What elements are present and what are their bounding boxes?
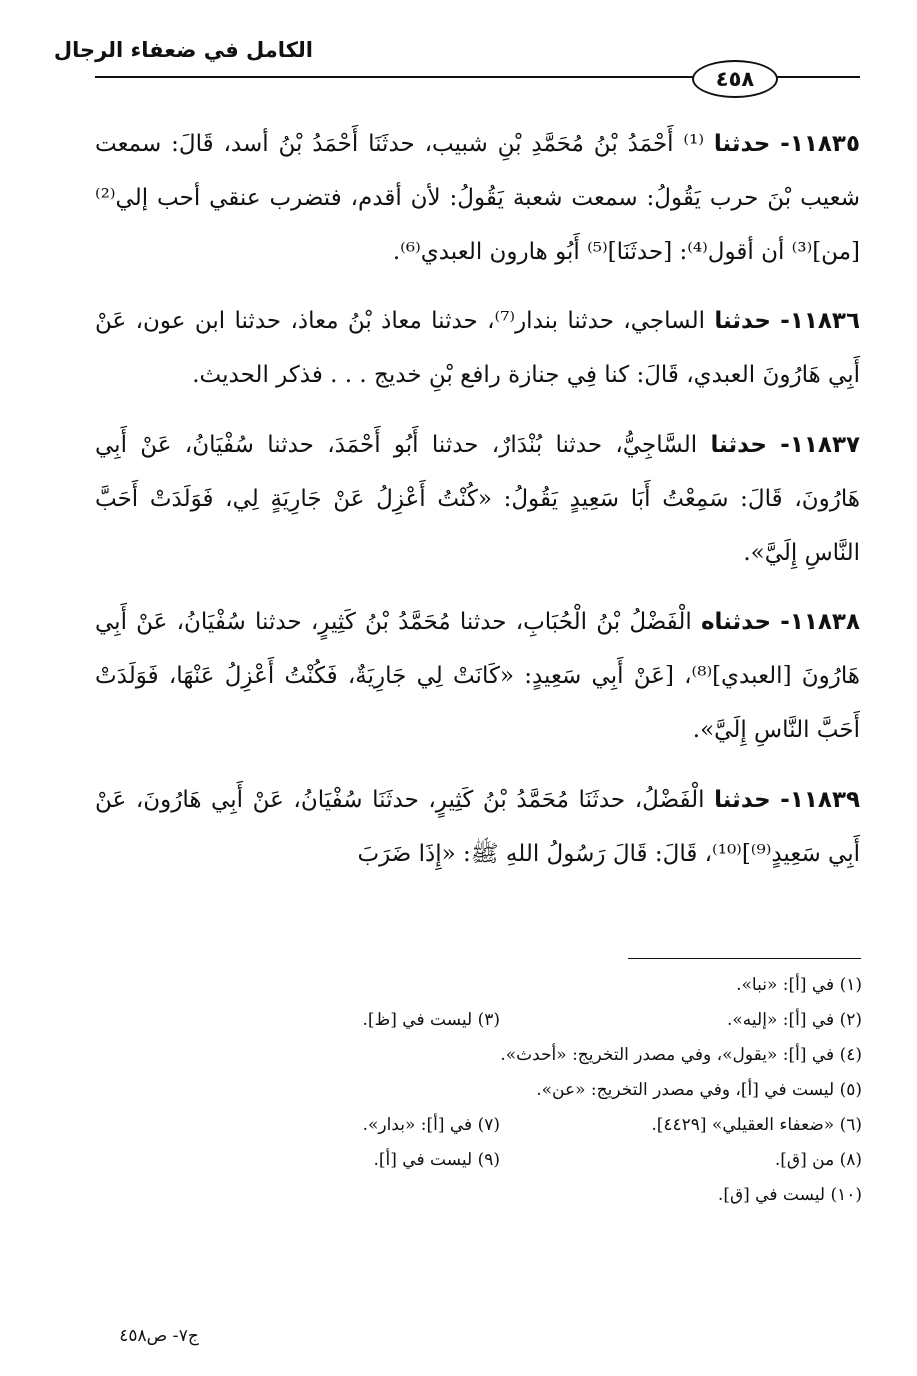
footnote: (٤) في [أ]: «يقول»، وفي مصدر التخريج: «أحدث». [500, 1045, 862, 1065]
hadith-lead-word: حدثنا [714, 786, 771, 813]
footnote: (٢) في [أ]: «إليه». [727, 1010, 862, 1030]
hadith-number: ١١٨٣٧- [780, 431, 861, 458]
footnote: (٩) ليست في [أ]. [373, 1150, 500, 1170]
footnote [180, 1178, 500, 1213]
hadith-text: الْفَضْلُ بْنُ الْحُبَابِ، حدثنا مُحَمَّدُ بْنُ كَثِيرٍ، حدثنا سُفْيَانُ، عَنْ أَبِي هَارُونَ [العبدي]⁽⁸⁾، [عَنْ أَبِي سَعِيدٍ: «كَانَتْ لِي جَارِيَةٌ، فَكُنْتُ أَعْزِلُ عَنْهَا، فَوَلَدَتْ أَحَبَّ النَّاسِ إِلَيَّ». [95, 609, 860, 743]
hadith-text: ⁽¹⁾ أَحْمَدُ بْنُ مُحَمَّدِ بْنِ شبيب، حدثَنَا أَحْمَدُ بْنُ أسد، قَالَ: سمعت شعيب بْنَ حرب يَقُولُ: سمعت شعبة يَقُولُ: لأن أقدم، فتضرب عنقي أحب إلي⁽²⁾ [من]⁽³⁾ أن أقول⁽⁴⁾: [حدثَنَا]⁽⁵⁾ أَبُو هارون العبدي⁽⁶⁾. [95, 131, 860, 265]
hadith-paragraph [95, 596, 860, 757]
hadith-paragraph [95, 118, 860, 279]
hadith-paragraph [95, 419, 860, 580]
hadith-paragraph [95, 774, 860, 882]
main-text [95, 118, 860, 897]
footnote: (٨) من [ق]. [774, 1150, 862, 1170]
hadith-lead-word: حدثنا [713, 131, 771, 157]
hadith-number: ١١٨٣٦- [780, 308, 861, 335]
running-header-title: الكامل في ضعفاء الرجال [53, 38, 313, 62]
hadith-number: ١١٨٣٥- [780, 131, 861, 157]
hadith-text: الْفَضْلُ، حدثَنَا مُحَمَّدُ بْنُ كَثِيرٍ، حدثَنَا سُفْيَانُ، عَنْ أَبِي هَارُونَ، عَنْ أَبِي سَعِيدٍ⁽⁹⁾]⁽¹⁰⁾، قَالَ: قَالَ رَسُولُ اللهِ ﷺ: «إِذَا ضَرَبَ [95, 786, 860, 867]
footnote: (٦) «ضعفاء العقيلي» [٤٤٢٩]. [651, 1115, 862, 1135]
hadith-text: السَّاجِيُّ، حدثنا بُنْدَارٌ، حدثنا أَبُو أَحْمَدَ، حدثنا سُفْيَانُ، عَنْ أَبِي هَارُونَ، قَالَ: سَمِعْتُ أَبَا سَعِيدٍ يَقُولُ: «كُنْتُ أَعْزِلُ عَنْ جَارِيَةٍ لِي، فَوَلَدَتْ أَحَبَّ النَّاسِ إِلَيَّ». [95, 431, 860, 566]
hadith-lead-word: حدثنا [710, 431, 767, 458]
footnote-row [180, 1143, 862, 1178]
hadith-number: ١١٨٣٨- [780, 609, 861, 636]
hadith-lead-word: حدثنا [714, 308, 771, 335]
page-number: ٤٥٨ [715, 67, 755, 91]
footnote: (١) في [أ]: «نبا». [736, 975, 862, 995]
footnote: (٣) ليست في [ظ]. [362, 1010, 500, 1030]
footnotes [180, 968, 862, 1213]
page-number-oval [692, 60, 778, 98]
hadith-number: ١١٨٣٩- [780, 786, 861, 813]
hadith-lead-word: حدثناه [700, 609, 772, 636]
footnote [180, 1038, 500, 1073]
footnote: (٥) ليست في [أ]، وفي مصدر التخريج: «عن». [536, 1080, 862, 1100]
footnote-row [180, 968, 862, 1003]
footnote: (٧) في [أ]: «بدار». [362, 1115, 500, 1135]
page-reference-code: ج٧- ص٤٥٨ [119, 1326, 199, 1346]
footnote-row [180, 1003, 862, 1038]
footnote [180, 968, 500, 1003]
footnote [180, 1073, 500, 1108]
footnote-row [180, 1073, 862, 1108]
footnote-row [180, 1108, 862, 1143]
footnote-row [180, 1178, 862, 1213]
footnote-separator [628, 958, 861, 959]
hadith-text: الساجي، حدثنا بندار⁽⁷⁾، حدثنا معاذ بْنُ معاذ، حدثنا ابن عون، عَنْ أَبِي هَارُونَ العبدي، قَالَ: كنا فِي جنازة رافع بْنِ خديج . . . فذكر الحديث. [95, 308, 860, 389]
footnote-row [180, 1038, 862, 1073]
footnote: (١٠) ليست في [ق]. [717, 1185, 862, 1205]
hadith-paragraph [95, 295, 860, 403]
